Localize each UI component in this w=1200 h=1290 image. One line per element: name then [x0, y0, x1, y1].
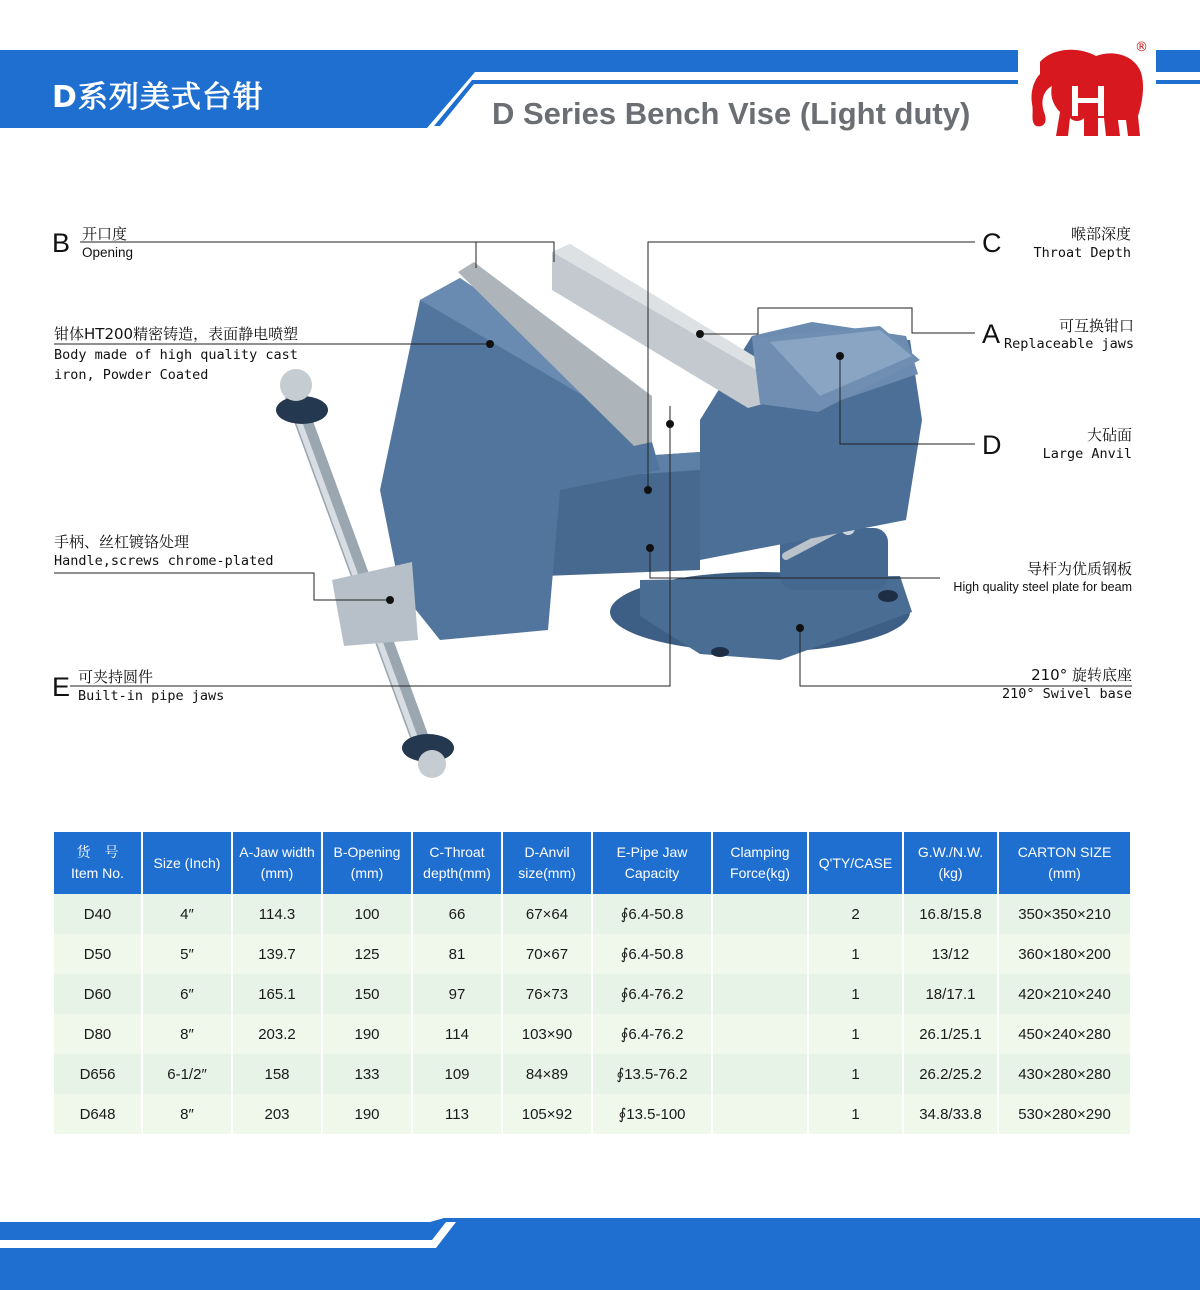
table-cell: D40	[54, 894, 142, 934]
callout-handle-cn: 手柄、丝杠镀铬处理	[54, 533, 190, 551]
table-header-cell	[54, 832, 142, 894]
callout-body-en-1: Body made of high quality cast	[54, 347, 298, 363]
table-cell: 133	[322, 1054, 412, 1094]
table-cell: 4″	[142, 894, 232, 934]
callout-letter-c: C	[982, 228, 1002, 258]
table-cell	[712, 894, 808, 934]
header-sublabel: Force(kg)	[730, 865, 790, 881]
header-label: E-Pipe Jaw	[616, 844, 688, 860]
table-cell: 26.1/25.1	[903, 1014, 998, 1054]
table-cell: 76×73	[502, 974, 592, 1014]
table-cell: 1	[808, 934, 903, 974]
table-cell: 13/12	[903, 934, 998, 974]
table-cell: 8″	[142, 1014, 232, 1054]
table-cell: 6″	[142, 974, 232, 1014]
table-cell: 5″	[142, 934, 232, 974]
callout-letter-e: E	[52, 672, 71, 702]
table-cell: 190	[322, 1014, 412, 1054]
header-label: A-Jaw width	[239, 844, 315, 860]
table-cell: 1	[808, 974, 903, 1014]
callout-letter-a: A	[982, 319, 1001, 349]
header-sublabel: size(mm)	[518, 865, 576, 881]
table-cell: 105×92	[502, 1094, 592, 1134]
table-cell: 114	[412, 1014, 502, 1054]
table-cell: 1	[808, 1014, 903, 1054]
callout-c-cn: 喉部深度	[1070, 225, 1131, 243]
table-cell: 203	[232, 1094, 322, 1134]
header-label: G.W./N.W.	[917, 844, 984, 860]
header-label: D-Anvil	[524, 844, 570, 860]
table-cell: 18/17.1	[903, 974, 998, 1014]
callout-body-cn: 钳体HT200精密铸造，表面静电喷塑	[54, 325, 299, 343]
callout-e-en: Built-in pipe jaws	[78, 688, 225, 704]
table-cell: D60	[54, 974, 142, 1014]
table-row	[54, 1054, 1130, 1094]
callout-beam-cn: 导杆为优质钢板	[1026, 560, 1132, 578]
table-cell: ∮6.4-50.8	[592, 934, 712, 974]
table-cell: 450×240×280	[998, 1014, 1130, 1054]
title-chinese: D系列美式台钳	[52, 80, 264, 115]
table-cell: 26.2/25.2	[903, 1054, 998, 1094]
table-cell: ∮6.4-50.8	[592, 894, 712, 934]
registered-mark: ®	[1135, 40, 1148, 55]
table-header-cell	[142, 832, 232, 894]
table-header-cell	[322, 832, 412, 894]
table-row	[54, 1014, 1130, 1054]
table-header-cell	[903, 832, 998, 894]
callout-d-cn: 大砧面	[1086, 426, 1132, 444]
table-cell: ∮6.4-76.2	[592, 1014, 712, 1054]
callout-a-en: Replaceable jaws	[1003, 336, 1134, 352]
table-cell	[712, 1094, 808, 1134]
table-cell: 139.7	[232, 934, 322, 974]
table-cell: 81	[412, 934, 502, 974]
callout-b-cn: 开口度	[82, 225, 128, 243]
table-header-cell	[712, 832, 808, 894]
header-label: C-Throat	[429, 844, 485, 860]
table-cell: 165.1	[232, 974, 322, 1014]
table-header-row	[54, 832, 1130, 894]
table-cell: ∮6.4-76.2	[592, 974, 712, 1014]
table-cell: 16.8/15.8	[903, 894, 998, 934]
header-sublabel: Item No.	[71, 865, 124, 881]
table-cell	[712, 934, 808, 974]
header-label: 货 号	[76, 844, 119, 860]
table-cell: 158	[232, 1054, 322, 1094]
header-sublabel: (mm)	[350, 865, 384, 881]
callout-letter-d: D	[982, 430, 1002, 460]
table-cell: 103×90	[502, 1014, 592, 1054]
header-label: Size (Inch)	[153, 854, 221, 871]
callout-beam-en: High quality steel plate for beam	[953, 580, 1132, 594]
header-label: B-Opening	[333, 844, 401, 860]
table-cell	[712, 974, 808, 1014]
table-cell	[712, 1014, 808, 1054]
callout-swivel-cn: 210° 旋转底座	[1031, 666, 1132, 684]
header-label: CARTON SIZE	[1017, 844, 1112, 860]
header-label: Q'TY/CASE	[818, 854, 893, 871]
table-cell: 2	[808, 894, 903, 934]
callout-a-cn: 可互换钳口	[1058, 317, 1134, 335]
callout-letter-b: B	[52, 228, 71, 258]
spec-table	[54, 832, 1130, 1134]
table-cell: 84×89	[502, 1054, 592, 1094]
table-header-cell	[998, 832, 1130, 894]
table-row	[54, 934, 1130, 974]
table-cell: 1	[808, 1094, 903, 1134]
table-cell: 67×64	[502, 894, 592, 934]
callout-body-en-2: iron, Powder Coated	[54, 367, 209, 383]
table-cell: 70×67	[502, 934, 592, 974]
table-cell: 430×280×280	[998, 1054, 1130, 1094]
table-header-cell	[412, 832, 502, 894]
table-header-cell	[808, 832, 903, 894]
table-cell: 100	[322, 894, 412, 934]
table-cell: 109	[412, 1054, 502, 1094]
callout-handle-en: Handle,screws chrome-plated	[54, 553, 274, 569]
table-row	[54, 894, 1130, 934]
callout-swivel-en: 210° Swivel base	[1001, 686, 1132, 702]
table-cell: 150	[322, 974, 412, 1014]
table-header-cell	[502, 832, 592, 894]
table-cell: 420×210×240	[998, 974, 1130, 1014]
table-header-cell	[232, 832, 322, 894]
table-header-cell	[592, 832, 712, 894]
callout-d-en: Large Anvil	[1042, 446, 1132, 462]
table-cell: 360×180×200	[998, 934, 1130, 974]
table-cell: 113	[412, 1094, 502, 1134]
header-sublabel: (mm)	[260, 865, 294, 881]
table-cell: ∮13.5-100	[592, 1094, 712, 1134]
footer-band	[0, 1215, 1200, 1290]
title-english: D Series Bench Vise (Light duty)	[492, 96, 971, 131]
table-cell	[712, 1054, 808, 1094]
table-cell: D648	[54, 1094, 142, 1134]
callout-c-en: Throat Depth	[1033, 245, 1131, 261]
table-cell: 66	[412, 894, 502, 934]
header-sublabel: Capacity	[624, 865, 680, 881]
table-cell: 1	[808, 1054, 903, 1094]
table-cell: D50	[54, 934, 142, 974]
table-cell: 530×280×290	[998, 1094, 1130, 1134]
header-label: Clamping	[730, 844, 790, 860]
table-cell: 8″	[142, 1094, 232, 1134]
table-cell: 190	[322, 1094, 412, 1134]
table-cell: 97	[412, 974, 502, 1014]
callout-b-en: Opening	[82, 245, 134, 260]
table-cell: D80	[54, 1014, 142, 1054]
table-cell: 34.8/33.8	[903, 1094, 998, 1134]
header-sublabel: (kg)	[938, 865, 963, 881]
table-cell: D656	[54, 1054, 142, 1094]
table-cell: 125	[322, 934, 412, 974]
table-row	[54, 974, 1130, 1014]
table-cell: 114.3	[232, 894, 322, 934]
table-cell: 203.2	[232, 1014, 322, 1054]
header-sublabel: depth(mm)	[423, 865, 491, 881]
table-row	[54, 1094, 1130, 1134]
table-cell: 350×350×210	[998, 894, 1130, 934]
callout-e-cn: 可夹持圆件	[78, 668, 154, 686]
header-sublabel: (mm)	[1048, 865, 1081, 881]
table-cell: 6-1/2″	[142, 1054, 232, 1094]
table-cell: ∮13.5-76.2	[592, 1054, 712, 1094]
